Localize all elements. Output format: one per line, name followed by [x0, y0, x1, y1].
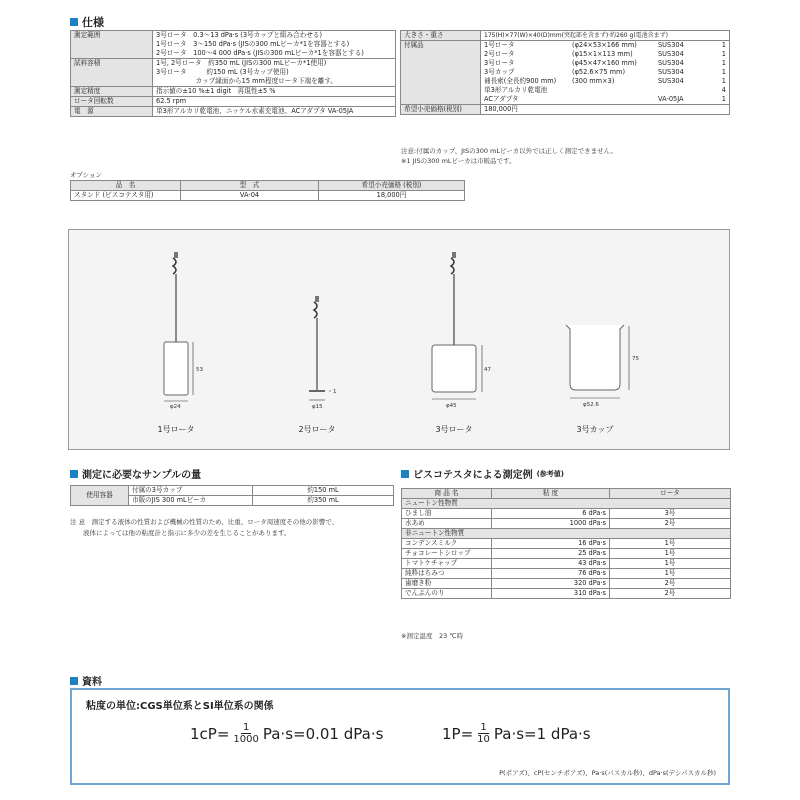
- accessory-size: (φ24×53×166 mm): [572, 41, 637, 49]
- spec-value: 指示値の±10 %±1 digit 再現性±5 %: [153, 87, 396, 97]
- example-product: でんぷんのり: [402, 589, 492, 599]
- rotor-1-diameter: φ24: [170, 404, 181, 410]
- accessory-qty: 1: [721, 41, 726, 49]
- examples-row: [402, 589, 731, 599]
- examples-heading: [401, 466, 564, 481]
- spec-heading: [70, 14, 104, 30]
- reference-box: [70, 688, 730, 785]
- option-row: [71, 191, 465, 201]
- formula-1-numerator: 1: [242, 722, 250, 733]
- sample-container: 市販のJIS 300 mLビーカ: [129, 496, 253, 506]
- accessory-item: [481, 95, 729, 104]
- option-title: オプション: [70, 171, 102, 179]
- spec-note-1: 注意:付属のカップ、JISの300 mLビーカ以外では正しく測定できません。: [401, 147, 617, 155]
- option-header: 品 名: [71, 181, 181, 191]
- accessory-material: VA-05JA: [658, 95, 684, 103]
- price-label: 希望小売価格(税別): [401, 105, 481, 115]
- accessory-name: 3号ロータ: [484, 59, 515, 67]
- option-cell: VA-04: [181, 191, 319, 201]
- accessories-list: [481, 41, 730, 105]
- accessory-name: 単3形アルカリ乾電池: [484, 86, 548, 94]
- option-table: [70, 180, 465, 201]
- example-product: 水あめ: [402, 519, 492, 529]
- sample-volume: 約150 mL: [253, 486, 394, 496]
- examples-heading-text: ビスコテスタによる測定例: [413, 470, 533, 481]
- rotor-2-diameter: φ15: [312, 404, 323, 410]
- accessory-item: [481, 68, 729, 77]
- examples-row: [402, 559, 731, 569]
- spec-line: 2号ロータ 100～4 000 dPa·s (JISの300 mLビーカ*1を容器とする): [156, 49, 364, 57]
- accessory-qty: 1: [721, 95, 726, 103]
- examples-group-row: [402, 529, 731, 539]
- square-bullet-icon: [70, 470, 78, 478]
- accessory-qty: 4: [721, 86, 726, 94]
- example-rotor: 1号: [610, 549, 731, 559]
- rotor-3-label: 3号ロータ: [435, 425, 473, 434]
- accessory-size: (φ52.6×75 mm): [572, 68, 626, 76]
- example-rotor: 1号: [610, 539, 731, 549]
- spec-value: 62.5 rpm: [153, 97, 396, 107]
- examples-row: [402, 509, 731, 519]
- spec-row-volume: [71, 59, 396, 87]
- accessory-item: [481, 41, 729, 50]
- formula-1-fraction: [233, 722, 258, 745]
- example-viscosity: 6 dPa·s: [492, 509, 610, 519]
- example-product: 歯磨き粉: [402, 579, 492, 589]
- examples-header: 商 品 名: [402, 489, 492, 499]
- examples-group-title: ニュートン性物質: [402, 499, 731, 509]
- reference-heading: [70, 673, 102, 688]
- accessory-name: 補長索(全長約900 mm): [484, 77, 557, 85]
- spec-line: 1号, 2号ロータ 約350 mL (JISの300 mLビーカ*1使用): [156, 59, 327, 67]
- accessory-name: ACアダプタ: [484, 95, 519, 103]
- rotor-1-height: 53: [196, 367, 203, 373]
- size-value: 175(H)×77(W)×40(D)mm(突起部を含まず)·約260 g(電池含まず): [481, 31, 730, 41]
- price-row: [401, 105, 730, 115]
- spec-value: [153, 59, 396, 87]
- accessory-size: (300 mm×3): [572, 77, 615, 85]
- examples-group-row: [402, 499, 731, 509]
- rotor-2-drawing: [309, 296, 330, 400]
- sample-heading: [70, 466, 201, 481]
- reference-footnote: P(ポアズ)、cP(センチポアズ)、Pa·s(パスカル秒)、dPa·s(デシパスカル秒): [499, 769, 716, 777]
- rotor-1-label: 1号ロータ: [157, 425, 195, 434]
- option-header: 型 式: [181, 181, 319, 191]
- accessories-label: 付属品: [401, 41, 481, 105]
- spec-label: 電 源: [71, 107, 153, 117]
- rotor-2-height: 1: [333, 389, 337, 395]
- examples-row: [402, 569, 731, 579]
- spec-right-table: [400, 30, 730, 115]
- spec-row-accuracy: [71, 87, 396, 97]
- example-rotor: 2号: [610, 519, 731, 529]
- accessory-size: (φ15×1×113 mm): [572, 50, 633, 58]
- formula-2-denominator: 10: [477, 734, 490, 745]
- cup-3-height: 75: [632, 356, 639, 362]
- examples-heading-note: (参考値): [536, 469, 565, 478]
- accessory-qty: 1: [721, 59, 726, 67]
- example-rotor: 3号: [610, 509, 731, 519]
- example-viscosity: 1000 dPa·s: [492, 519, 610, 529]
- formula-2-lhs: 1P=: [442, 724, 474, 743]
- reference-title: 粘度の単位:CGS単位系とSI単位系の関係: [86, 701, 274, 712]
- accessory-material: [655, 86, 707, 95]
- rotor-3-drawing: [432, 252, 482, 399]
- rotor-2-label: 2号ロータ: [298, 425, 336, 434]
- examples-row: [402, 519, 731, 529]
- rotor-figure: [68, 229, 730, 450]
- formula-2-rhs: Pa·s=1 dPa·s: [493, 724, 591, 743]
- example-viscosity: 16 dPa·s: [492, 539, 610, 549]
- spec-label: 試料容積: [71, 59, 153, 87]
- spec-note-2: ※1 JISの300 mLビーカは市販品です。: [401, 157, 516, 165]
- spec-value: [153, 31, 396, 59]
- spec-line: 3号ロータ 約150 mL (3号カップ使用): [156, 68, 289, 76]
- rotor-3-diameter: φ45: [446, 403, 457, 409]
- example-viscosity: 320 dPa·s: [492, 579, 610, 589]
- example-product: 純粋はちみつ: [402, 569, 492, 579]
- accessory-size: (φ45×47×160 mm): [572, 59, 637, 67]
- examples-table: [401, 488, 731, 599]
- example-rotor: 2号: [610, 589, 731, 599]
- accessory-item: [481, 77, 729, 86]
- option-header-row: [71, 181, 465, 191]
- sample-note-2: 液体によっては他の粘度計と指示に多少の差を生じることがあります。: [83, 529, 291, 537]
- spec-table: [70, 30, 396, 117]
- sample-volume: 約350 mL: [253, 496, 394, 506]
- examples-group-title: 非ニュートン性物質: [402, 529, 731, 539]
- example-rotor: 1号: [610, 559, 731, 569]
- square-bullet-icon: [401, 470, 409, 478]
- cup-3-label: 3号カップ: [576, 425, 614, 434]
- example-rotor: 2号: [610, 579, 731, 589]
- example-rotor: 1号: [610, 569, 731, 579]
- accessory-item: [481, 50, 729, 59]
- formula-2-numerator: 1: [480, 722, 487, 733]
- formula-1-rhs: Pa·s=0.01 dPa·s: [262, 724, 384, 743]
- examples-header-row: [402, 489, 731, 499]
- cup-3-drawing: [566, 325, 629, 398]
- rotor-3-height: 47: [484, 367, 491, 373]
- accessories-row: [401, 41, 730, 105]
- spec-heading-text: 仕様: [82, 16, 104, 29]
- spec-label: 測定精度: [71, 87, 153, 97]
- examples-header: 粘 度: [492, 489, 610, 499]
- spec-label: ロータ回転数: [71, 97, 153, 107]
- spec-row-power: [71, 107, 396, 117]
- option-cell: スタンド (ビスコテスタ用): [71, 191, 181, 201]
- sample-table: [70, 485, 394, 506]
- spec-label: 測定範囲: [71, 31, 153, 59]
- spec-line: カップ縁面から15 mm程度ロータ下端を離す。: [156, 77, 337, 85]
- size-row: [401, 31, 730, 41]
- formula-1-denominator: 1000: [233, 734, 259, 745]
- examples-note: ※測定温度 23 ℃時: [401, 632, 464, 640]
- rotor-1-drawing: [164, 252, 193, 401]
- cup-3-diameter: φ52.6: [583, 402, 599, 408]
- example-viscosity: 25 dPa·s: [492, 549, 610, 559]
- option-cell: 18,000円: [319, 191, 465, 201]
- spec-row-rpm: [71, 97, 396, 107]
- accessory-material: SUS304: [658, 41, 684, 49]
- spec-line: 1号ロータ 3～150 dPa·s (JISの300 mLビーカ*1を容器とする): [156, 40, 350, 48]
- example-product: ひまし油: [402, 509, 492, 519]
- example-viscosity: 43 dPa·s: [492, 559, 610, 569]
- formula-1-lhs: 1cP=: [190, 724, 230, 743]
- size-label: 大きさ・重さ: [401, 31, 481, 41]
- sample-label: 使用容器: [71, 486, 129, 506]
- sample-container: 付属の3号カップ: [129, 486, 253, 496]
- examples-header: ロータ: [610, 489, 731, 499]
- formula-centipoise: [190, 722, 383, 745]
- example-product: トマトケチャップ: [402, 559, 492, 569]
- accessory-item: [481, 86, 729, 95]
- square-bullet-icon: [70, 18, 78, 26]
- square-bullet-icon: [70, 677, 78, 685]
- reference-heading-text: 資料: [82, 677, 102, 688]
- accessory-material: SUS304: [658, 50, 684, 58]
- spec-row-range: [71, 31, 396, 59]
- accessory-item: [481, 59, 729, 68]
- example-product: チョコレートシロップ: [402, 549, 492, 559]
- formula-poise: [442, 722, 591, 745]
- sample-row: [71, 486, 394, 496]
- option-header: 希望小売価格 (税別): [319, 181, 465, 191]
- accessory-material: SUS304: [658, 68, 684, 76]
- examples-row: [402, 539, 731, 549]
- accessory-name: 1号ロータ: [484, 41, 515, 49]
- accessory-qty: 1: [721, 68, 726, 76]
- formula-2-fraction: [477, 722, 490, 745]
- price-value: 180,000円: [481, 105, 730, 115]
- examples-row: [402, 579, 731, 589]
- example-viscosity: 310 dPa·s: [492, 589, 610, 599]
- sample-heading-text: 測定に必要なサンプルの量: [82, 470, 202, 481]
- example-viscosity: 76 dPa·s: [492, 569, 610, 579]
- accessory-name: 3号カップ: [484, 68, 515, 76]
- examples-row: [402, 549, 731, 559]
- spec-value: 単3形アルカリ乾電池、ニッケル水素充電池、ACアダプタ VA-05JA: [153, 107, 396, 117]
- spec-line: 3号ロータ 0.3～13 dPa·s (3号カップと組み合わせる): [156, 31, 323, 39]
- accessory-name: 2号ロータ: [484, 50, 515, 58]
- example-product: コンデンスミルク: [402, 539, 492, 549]
- accessory-qty: 1: [721, 50, 726, 58]
- accessory-material: SUS304: [658, 77, 684, 85]
- accessory-qty: 1: [721, 77, 726, 85]
- accessory-material: SUS304: [658, 59, 684, 67]
- rotor-drawing: [69, 230, 731, 451]
- sample-note-1: 注 意 測定する液体の性質および機械の性質のため、比重、ロータ周速度その他の影響で、: [70, 518, 339, 526]
